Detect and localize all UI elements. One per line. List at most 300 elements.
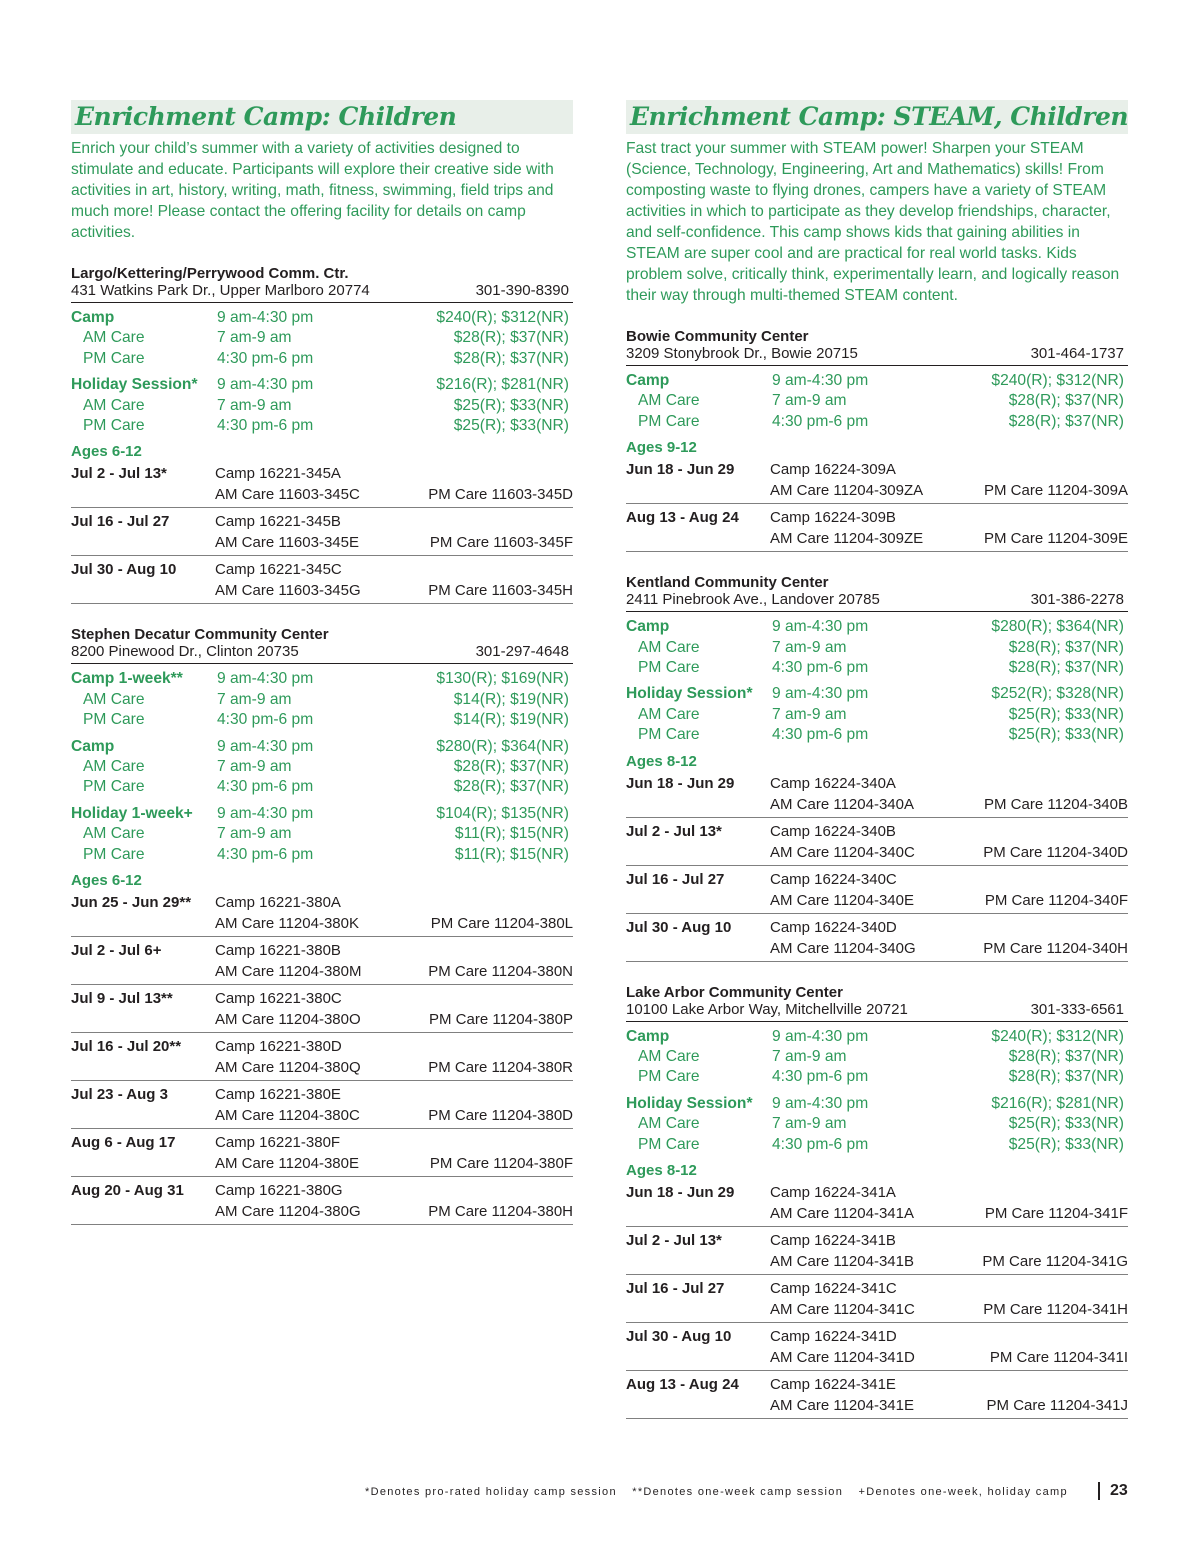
session-codes	[770, 773, 1128, 815]
am-care-code: AM Care 11204-340E	[770, 891, 914, 909]
facility-name: Bowie Community Center	[626, 328, 809, 345]
price-amount: $104(R); $135(NR)	[436, 804, 569, 822]
session-dates: Jun 18 - Jun 29	[626, 461, 735, 479]
pm-care-code: PM Care 11204-380D	[428, 1107, 573, 1125]
camp-code: Camp 16224-340B	[770, 822, 896, 840]
camp-code: Camp 16221-345A	[215, 465, 341, 483]
ages-label: Ages 6-12	[71, 872, 142, 890]
facility-address: 10100 Lake Arbor Way, Mitchellville 20721	[626, 1000, 908, 1018]
pm-care-code: PM Care 11603-345F	[429, 534, 573, 552]
care-codes	[770, 1251, 1128, 1272]
am-care-code: AM Care 11204-341C	[770, 1301, 915, 1319]
pm-care-code: PM Care 11204-341H	[983, 1301, 1128, 1319]
ages-label: Ages 8-12	[626, 752, 697, 770]
price-amount: $14(R); $19(NR)	[453, 711, 569, 729]
price-row	[626, 412, 1128, 432]
session-codes	[215, 1180, 573, 1222]
care-codes	[215, 1105, 573, 1126]
price-row	[626, 684, 1128, 704]
camp-code: Camp 16221-380B	[215, 942, 341, 960]
price-amount: $28(R); $37(NR)	[453, 349, 569, 367]
am-care-code: AM Care 11204-380G	[215, 1203, 361, 1221]
am-care-code: AM Care 11204-340C	[770, 843, 915, 861]
price-time: 7 am-9 am	[217, 329, 292, 347]
right-column	[626, 100, 1128, 1419]
facility-name: Lake Arbor Community Center	[626, 983, 843, 1001]
price-row	[626, 1135, 1128, 1155]
camp-code: Camp 16221-380G	[215, 1182, 343, 1200]
care-codes	[770, 938, 1128, 959]
care-codes	[215, 580, 573, 601]
price-time: 9 am-4:30 pm	[772, 372, 869, 389]
price-label: Holiday 1-week+	[71, 804, 193, 822]
session-codes	[215, 1036, 573, 1078]
price-row	[626, 1114, 1128, 1134]
price-time: 7 am-9 am	[217, 825, 292, 843]
price-amount: $28(R); $37(NR)	[1008, 638, 1124, 656]
price-label: PM Care	[83, 711, 145, 729]
session-codes	[215, 559, 573, 601]
am-care-code: AM Care 11603-345C	[215, 486, 360, 504]
am-care-code: AM Care 11204-341E	[770, 1397, 914, 1415]
facility-address-line	[626, 591, 1128, 612]
price-time: 9 am-4:30 pm	[217, 804, 314, 822]
price-amount: $240(R); $312(NR)	[991, 372, 1124, 389]
price-amount: $28(R); $37(NR)	[453, 329, 569, 347]
footnote-one-week-holiday: +Denotes one-week, holiday camp	[858, 1486, 1068, 1498]
session-row	[626, 1227, 1128, 1275]
price-label: Camp	[71, 737, 115, 755]
price-time: 4:30 pm-6 pm	[217, 845, 314, 863]
session-dates: Jul 16 - Jul 27	[626, 1280, 725, 1298]
price-row	[71, 375, 573, 395]
session-codes	[215, 511, 573, 553]
session-codes	[215, 940, 573, 982]
price-row	[626, 705, 1128, 725]
session-dates: Jul 30 - Aug 10	[71, 561, 177, 579]
price-label: PM Care	[83, 845, 145, 863]
facility-block	[626, 574, 1128, 961]
price-row	[626, 1067, 1128, 1087]
price-time: 4:30 pm-6 pm	[772, 1135, 869, 1153]
pm-care-code: PM Care 11204-340H	[983, 939, 1128, 957]
facility-phone: 301-297-4648	[475, 643, 569, 661]
camp-code: Camp 16221-380F	[215, 1134, 341, 1152]
facility-list	[626, 328, 1128, 1419]
session-row	[71, 889, 573, 937]
price-time: 4:30 pm-6 pm	[217, 349, 314, 367]
session-codes	[770, 459, 1128, 501]
pm-care-code: PM Care 11204-380H	[428, 1203, 573, 1221]
price-label: Holiday Session*	[71, 376, 198, 394]
session-dates: Aug 13 - Aug 24	[626, 509, 739, 527]
ages-label: Ages 9-12	[626, 439, 697, 457]
am-care-code: AM Care 11204-380O	[215, 1011, 361, 1029]
session-row	[626, 1275, 1128, 1323]
camp-code: Camp 16224-340D	[770, 918, 897, 936]
care-codes	[215, 1009, 573, 1030]
care-codes	[770, 1395, 1128, 1416]
session-codes	[770, 507, 1128, 549]
price-amount: $11(R); $15(NR)	[454, 845, 569, 863]
am-care-code: AM Care 11204-341A	[770, 1205, 914, 1223]
price-time: 7 am-9 am	[772, 705, 847, 723]
session-codes	[770, 1326, 1128, 1368]
pm-care-code: PM Care 11204-309A	[984, 482, 1128, 500]
price-amount: $28(R); $37(NR)	[1008, 412, 1124, 430]
price-time: 9 am-4:30 pm	[217, 309, 314, 326]
care-codes	[215, 913, 573, 934]
facility-phone: 301-333-6561	[1030, 1000, 1124, 1018]
care-codes	[770, 1299, 1128, 1320]
session-row	[626, 770, 1128, 818]
price-row	[71, 737, 573, 757]
price-row	[71, 416, 573, 436]
price-row	[71, 757, 573, 777]
price-label: Holiday Session*	[626, 1094, 753, 1112]
section-intro: Enrich your child’s summer with a variety of activities designed to stimulate and educate. Participants will explore their creative side with activities in art, history, writing, math, fitness, swimming, field trips and much more! Please contact the offering facility for details on camp activities.	[71, 140, 554, 241]
facility-address: 431 Watkins Park Dr., Upper Marlboro 20774	[71, 282, 370, 299]
price-amount: $25(R); $33(NR)	[1008, 1115, 1124, 1133]
ages-label: Ages 6-12	[71, 443, 142, 461]
facility-address-line	[71, 643, 573, 664]
price-row	[71, 669, 573, 689]
session-codes	[215, 1132, 573, 1174]
session-row	[626, 1323, 1128, 1371]
facility-address-line	[71, 282, 573, 303]
camp-code: Camp 16224-309B	[770, 509, 896, 527]
am-care-code: AM Care 11204-309ZA	[770, 482, 924, 500]
price-amount: $28(R); $37(NR)	[453, 758, 569, 776]
session-dates: Jun 18 - Jun 29	[626, 1184, 735, 1202]
session-row	[71, 1033, 573, 1081]
am-care-code: AM Care 11204-380Q	[215, 1059, 361, 1077]
session-dates: Jul 23 - Aug 3	[71, 1086, 168, 1104]
price-time: 9 am-4:30 pm	[217, 737, 314, 755]
price-label: Camp	[71, 309, 115, 326]
price-amount: $240(R); $312(NR)	[991, 1027, 1124, 1045]
camp-code: Camp 16221-380C	[215, 990, 342, 1008]
am-care-code: AM Care 11603-345E	[215, 534, 359, 552]
session-row	[71, 937, 573, 985]
camp-code: Camp 16224-340A	[770, 774, 896, 792]
price-amount: $216(R); $281(NR)	[991, 1094, 1124, 1112]
price-time: 4:30 pm-6 pm	[217, 711, 314, 729]
price-time: 9 am-4:30 pm	[772, 1094, 869, 1112]
price-amount: $28(R); $37(NR)	[1008, 1068, 1124, 1086]
price-amount: $14(R); $19(NR)	[453, 690, 569, 708]
price-time: 9 am-4:30 pm	[772, 618, 869, 636]
facility-address: 8200 Pinewood Dr., Clinton 20735	[71, 643, 299, 661]
footer-notes	[365, 1486, 1079, 1498]
price-amount: $25(R); $33(NR)	[453, 396, 569, 414]
camp-code: Camp 16221-380A	[215, 894, 341, 912]
price-time: 7 am-9 am	[217, 690, 292, 708]
price-time: 4:30 pm-6 pm	[217, 778, 314, 796]
price-row	[71, 845, 573, 865]
price-row	[71, 710, 573, 730]
session-codes	[215, 988, 573, 1030]
price-time: 9 am-4:30 pm	[772, 1027, 869, 1045]
price-label: PM Care	[83, 417, 145, 435]
camp-code: Camp 16221-345B	[215, 513, 341, 531]
am-care-code: AM Care 11204-380C	[215, 1107, 360, 1125]
pm-care-code: PM Care 11204-380F	[429, 1155, 573, 1173]
pm-care-code: PM Care 11204-380L	[430, 915, 573, 933]
care-codes	[770, 528, 1128, 549]
price-amount: $25(R); $33(NR)	[1008, 726, 1124, 744]
footnote-one-week: **Denotes one-week camp session	[632, 1486, 844, 1498]
camp-code: Camp 16221-380D	[215, 1038, 342, 1056]
price-label: AM Care	[83, 396, 145, 414]
price-amount: $25(R); $33(NR)	[1008, 1135, 1124, 1153]
am-care-code: AM Care 11204-341B	[770, 1253, 914, 1271]
care-codes	[770, 1203, 1128, 1224]
session-row	[626, 818, 1128, 866]
facility-address-line	[626, 1001, 1128, 1022]
session-codes	[215, 1084, 573, 1126]
session-row	[626, 504, 1128, 552]
care-codes	[770, 794, 1128, 815]
left-column	[71, 100, 573, 1225]
price-amount: $28(R); $37(NR)	[1008, 1048, 1124, 1066]
pm-care-code: PM Care 11204-309E	[984, 530, 1128, 548]
facility-name: Kentland Community Center	[626, 574, 829, 592]
price-time: 7 am-9 am	[772, 638, 847, 656]
session-dates: Jul 9 - Jul 13**	[71, 990, 173, 1008]
price-amount: $216(R); $281(NR)	[436, 376, 569, 394]
price-label: AM Care	[638, 392, 700, 410]
session-row	[71, 508, 573, 556]
pm-care-code: PM Care 11204-380N	[428, 963, 573, 981]
session-dates: Jul 16 - Jul 27	[626, 870, 725, 888]
session-codes	[215, 892, 573, 934]
camp-code: Camp 16224-340C	[770, 870, 897, 888]
price-row	[71, 824, 573, 844]
price-row	[626, 1027, 1128, 1047]
section-intro: Fast tract your summer with STEAM power! Sharpen your STEAM (Science, Technology, Engineering, Art and Mathematics) skills! From composting waste to flying drones, campers have a variety of STEAM activities in which to participate as they develop friendships, character, and self-confidence. This camp shows kids that gaining abilities in STEAM are super cool and are practical for real world tasks. Kids problem solve, critically think, experimentally learn, and logically reason their way through multi-themed STEAM content.	[626, 140, 1120, 304]
am-care-code: AM Care 11204-340A	[770, 795, 914, 813]
am-care-code: AM Care 11204-340G	[770, 939, 916, 957]
session-row	[71, 460, 573, 508]
session-codes	[770, 821, 1128, 863]
price-time: 4:30 pm-6 pm	[772, 659, 869, 677]
price-amount: $252(R); $328(NR)	[991, 685, 1124, 703]
price-row	[71, 308, 573, 328]
pm-care-code: PM Care 11603-345H	[428, 582, 573, 600]
session-dates: Aug 13 - Aug 24	[626, 1376, 739, 1394]
camp-code: Camp 16224-341C	[770, 1280, 897, 1298]
facility-address-line	[626, 345, 1128, 366]
price-amount: $11(R); $15(NR)	[454, 825, 569, 843]
camp-code: Camp 16224-341B	[770, 1232, 896, 1250]
price-label: AM Care	[83, 825, 145, 843]
pm-care-code: PM Care 11204-340B	[984, 795, 1128, 813]
price-label: PM Care	[638, 659, 700, 677]
care-codes	[770, 890, 1128, 911]
facility-name: Largo/Kettering/Perrywood Comm. Ctr.	[71, 265, 349, 282]
session-codes	[770, 869, 1128, 911]
session-dates: Jul 2 - Jul 13*	[626, 822, 722, 840]
price-label: Holiday Session*	[626, 685, 753, 703]
care-codes	[215, 532, 573, 553]
footnote-holiday: *Denotes pro-rated holiday camp session	[365, 1486, 617, 1498]
am-care-code: AM Care 11204-309ZE	[770, 530, 924, 548]
facility-phone: 301-464-1737	[1030, 345, 1124, 362]
price-time: 9 am-4:30 pm	[217, 376, 314, 394]
price-label: PM Care	[638, 1135, 700, 1153]
pm-care-code: PM Care 11204-341G	[982, 1253, 1128, 1271]
facility-block	[626, 984, 1128, 1419]
care-codes	[770, 480, 1128, 501]
price-label: AM Care	[83, 690, 145, 708]
price-label: AM Care	[638, 1048, 700, 1066]
price-label: AM Care	[83, 329, 145, 347]
session-row	[71, 1081, 573, 1129]
price-row	[71, 396, 573, 416]
am-care-code: AM Care 11204-341D	[770, 1349, 915, 1367]
price-label: AM Care	[638, 1115, 700, 1133]
session-row	[71, 556, 573, 604]
session-dates: Aug 20 - Aug 31	[71, 1182, 184, 1200]
pm-care-code: PM Care 11603-345D	[428, 486, 573, 504]
price-amount: $280(R); $364(NR)	[436, 737, 569, 755]
pm-care-code: PM Care 11204-340D	[983, 843, 1128, 861]
care-codes	[770, 1347, 1128, 1368]
pm-care-code: PM Care 11204-340F	[984, 891, 1128, 909]
price-label: PM Care	[638, 1068, 700, 1086]
price-time: 4:30 pm-6 pm	[772, 412, 869, 430]
price-row	[71, 328, 573, 348]
camp-code: Camp 16224-341D	[770, 1328, 897, 1346]
session-dates: Jun 18 - Jun 29	[626, 774, 735, 792]
page-number: 23	[1098, 1482, 1128, 1500]
facility-phone: 301-386-2278	[1030, 591, 1124, 609]
session-row	[71, 1177, 573, 1225]
price-label: PM Care	[638, 412, 700, 430]
session-dates: Jul 30 - Aug 10	[626, 918, 732, 936]
care-codes	[215, 1057, 573, 1078]
price-time: 7 am-9 am	[772, 1048, 847, 1066]
camp-code: Camp 16224-309A	[770, 461, 896, 479]
price-row	[626, 371, 1128, 391]
price-label: Camp	[626, 618, 670, 636]
price-time: 9 am-4:30 pm	[217, 670, 314, 688]
session-row	[71, 985, 573, 1033]
session-row	[626, 1179, 1128, 1227]
price-row	[626, 1047, 1128, 1067]
camp-code: Camp 16221-345C	[215, 561, 342, 579]
session-dates: Aug 6 - Aug 17	[71, 1134, 176, 1152]
price-label: AM Care	[638, 705, 700, 723]
facility-block	[71, 265, 573, 604]
price-row	[626, 617, 1128, 637]
session-row	[626, 866, 1128, 914]
price-time: 7 am-9 am	[217, 396, 292, 414]
price-label: Camp	[626, 1027, 670, 1045]
price-time: 4:30 pm-6 pm	[217, 417, 314, 435]
price-amount: $280(R); $364(NR)	[991, 618, 1124, 636]
facility-list	[71, 265, 573, 1225]
session-row	[626, 1371, 1128, 1419]
session-codes	[770, 1182, 1128, 1224]
session-dates: Jul 30 - Aug 10	[626, 1328, 732, 1346]
am-care-code: AM Care 11603-345G	[215, 582, 361, 600]
camp-code: Camp 16224-341A	[770, 1184, 896, 1202]
price-amount: $28(R); $37(NR)	[453, 778, 569, 796]
price-label: AM Care	[638, 638, 700, 656]
section-title: Enrichment Camp: Children	[71, 100, 573, 134]
am-care-code: AM Care 11204-380M	[215, 963, 362, 981]
session-codes	[770, 1230, 1128, 1272]
price-row	[626, 1094, 1128, 1114]
session-row	[626, 914, 1128, 962]
session-codes	[215, 463, 573, 505]
camp-code: Camp 16221-380E	[215, 1086, 341, 1104]
session-dates: Jul 16 - Jul 27	[71, 513, 170, 531]
facility-address: 3209 Stonybrook Dr., Bowie 20715	[626, 345, 858, 362]
price-label: PM Care	[638, 726, 700, 744]
session-codes	[770, 917, 1128, 959]
price-row	[71, 349, 573, 369]
am-care-code: AM Care 11204-380E	[215, 1155, 359, 1173]
price-amount: $25(R); $33(NR)	[453, 417, 569, 435]
session-row	[626, 456, 1128, 504]
session-dates: Jun 25 - Jun 29**	[71, 894, 192, 912]
price-row	[626, 725, 1128, 745]
price-time: 4:30 pm-6 pm	[772, 1068, 869, 1086]
price-row	[71, 804, 573, 824]
pm-care-code: PM Care 11204-341J	[986, 1397, 1128, 1415]
session-dates: Jul 2 - Jul 6+	[71, 942, 162, 960]
price-amount: $240(R); $312(NR)	[436, 309, 569, 326]
pm-care-code: PM Care 11204-380R	[428, 1059, 573, 1077]
price-amount: $28(R); $37(NR)	[1008, 392, 1124, 410]
facility-address: 2411 Pinebrook Ave., Landover 20785	[626, 591, 880, 609]
facility-phone: 301-390-8390	[475, 282, 569, 299]
price-time: 7 am-9 am	[217, 758, 292, 776]
session-dates: Jul 16 - Jul 20**	[71, 1038, 182, 1056]
price-amount: $25(R); $33(NR)	[1008, 705, 1124, 723]
price-row	[71, 777, 573, 797]
price-label: Camp 1-week**	[71, 670, 183, 688]
pm-care-code: PM Care 11204-341F	[984, 1205, 1128, 1223]
facility-block	[71, 626, 573, 1225]
price-time: 9 am-4:30 pm	[772, 685, 869, 703]
price-amount: $28(R); $37(NR)	[1008, 659, 1124, 677]
price-row	[626, 391, 1128, 411]
ages-label: Ages 8-12	[626, 1162, 697, 1180]
pm-care-code: PM Care 11204-341I	[989, 1349, 1128, 1367]
care-codes	[215, 1153, 573, 1174]
price-row	[71, 690, 573, 710]
price-label: PM Care	[83, 778, 145, 796]
session-codes	[770, 1374, 1128, 1416]
session-row	[71, 1129, 573, 1177]
section-title: Enrichment Camp: STEAM, Children	[626, 100, 1128, 134]
price-time: 4:30 pm-6 pm	[772, 726, 869, 744]
am-care-code: AM Care 11204-380K	[215, 915, 359, 933]
facility-name: Stephen Decatur Community Center	[71, 626, 329, 644]
price-label: AM Care	[83, 758, 145, 776]
session-dates: Jul 2 - Jul 13*	[71, 465, 167, 483]
price-row	[626, 658, 1128, 678]
session-codes	[770, 1278, 1128, 1320]
price-time: 7 am-9 am	[772, 1115, 847, 1133]
price-row	[626, 638, 1128, 658]
price-label: PM Care	[83, 349, 145, 367]
pm-care-code: PM Care 11204-380P	[429, 1011, 573, 1029]
